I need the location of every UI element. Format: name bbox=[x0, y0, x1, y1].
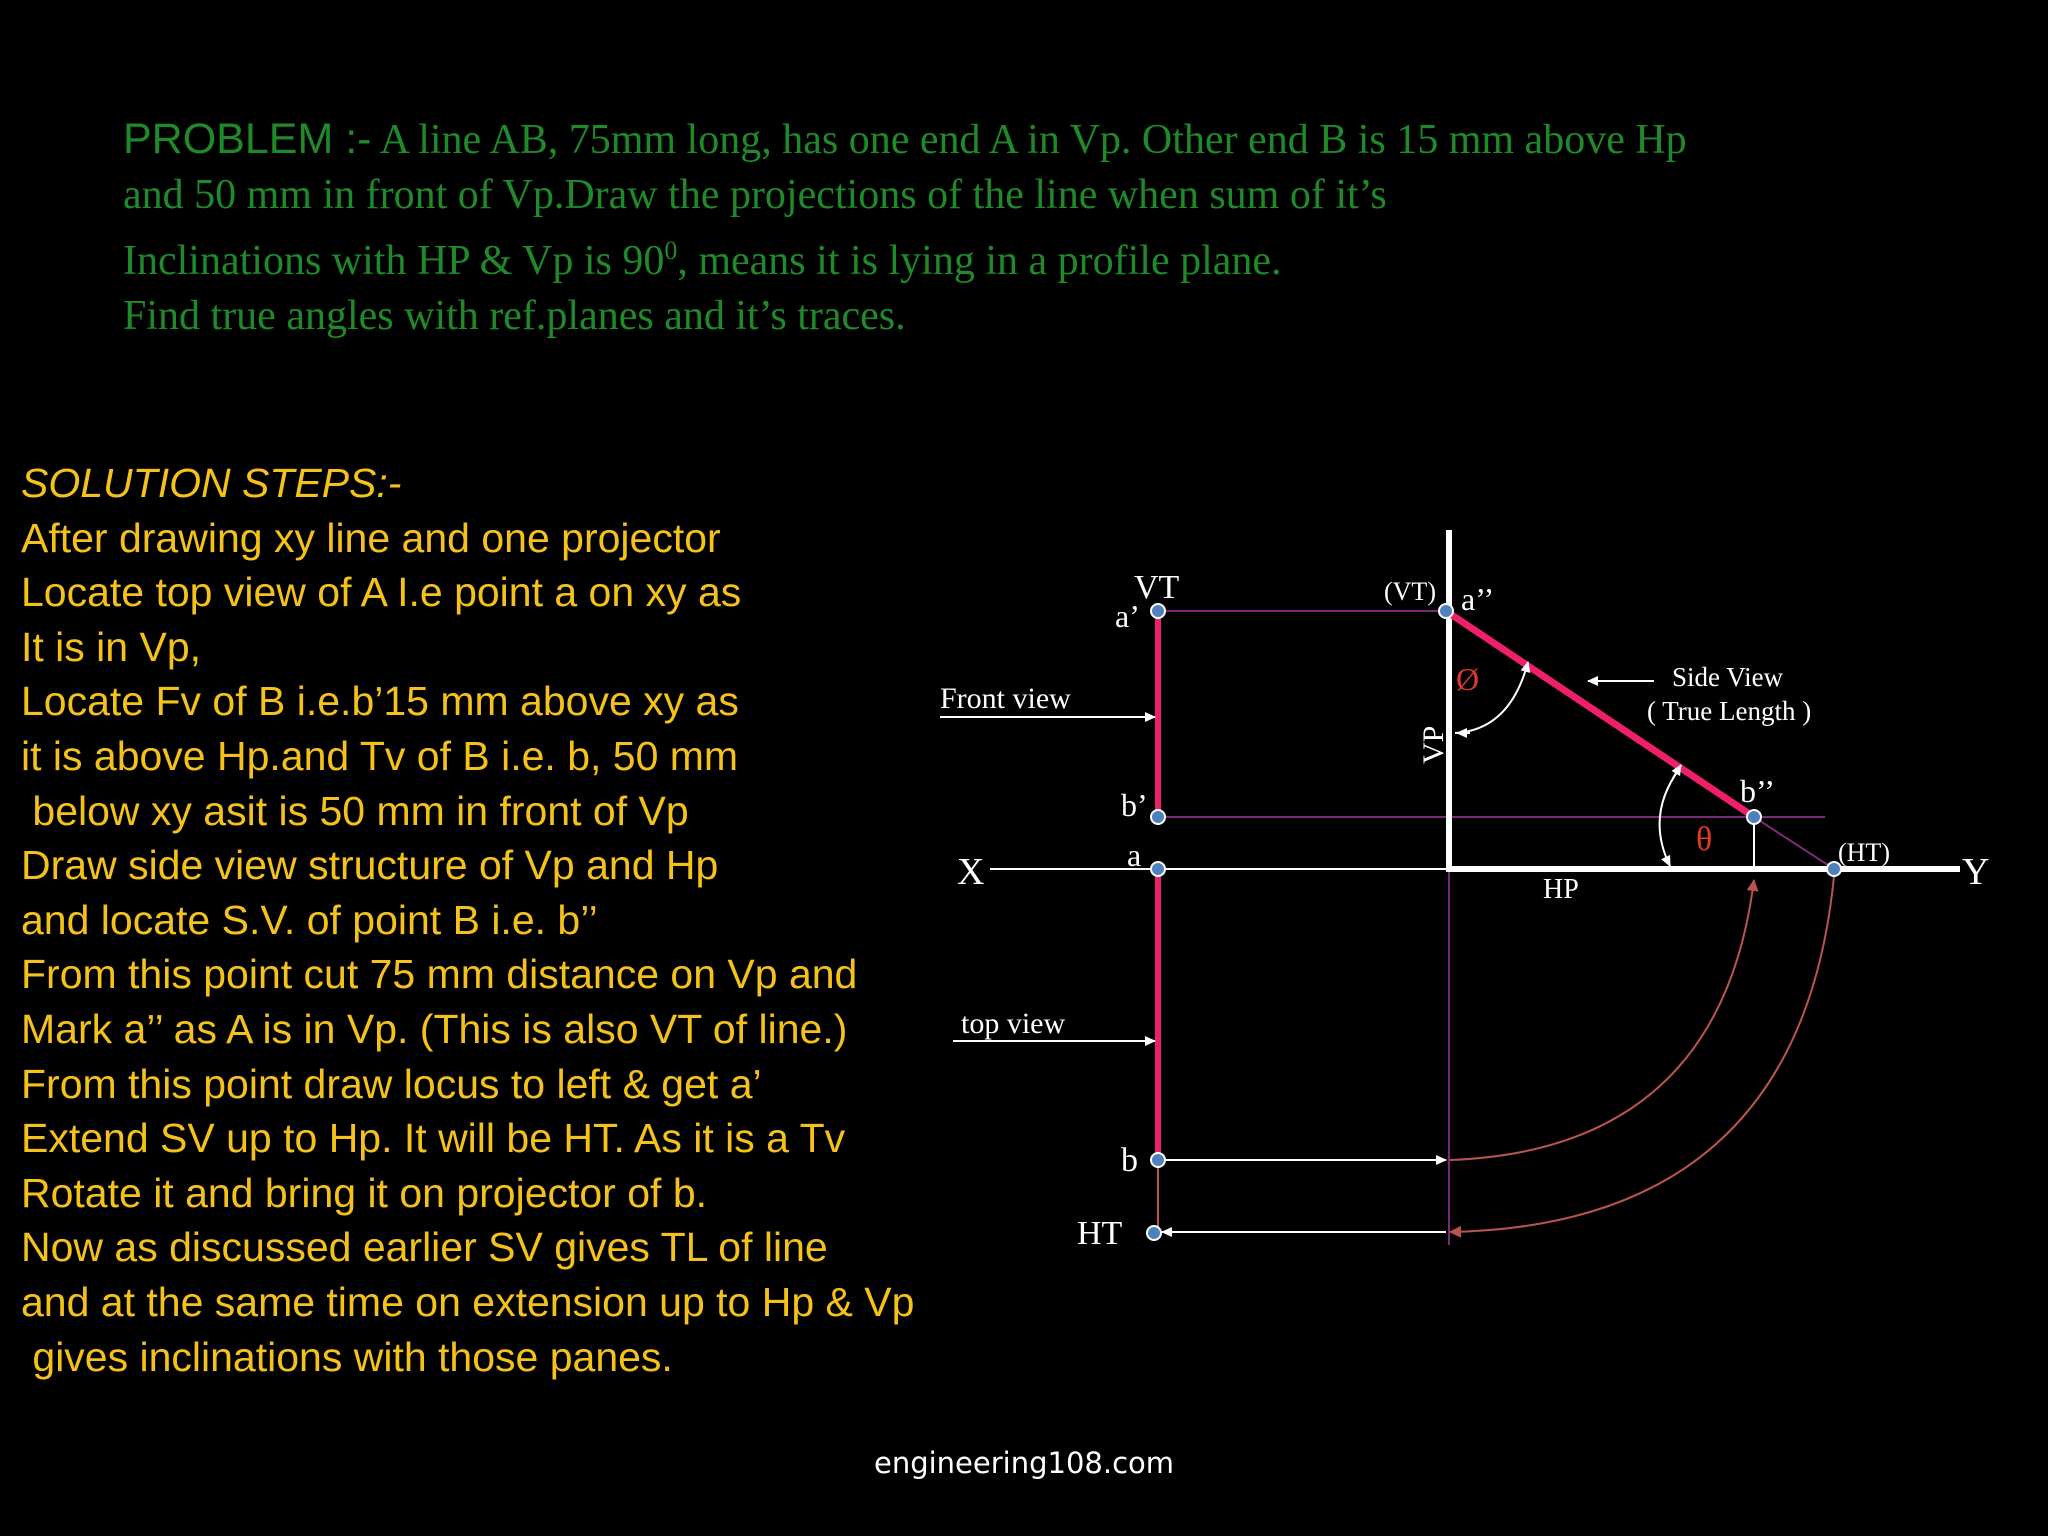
label-vt-paren: (VT) bbox=[1384, 577, 1436, 606]
step-line: Extend SV up to Hp. It will be HT. As it is a Tv bbox=[21, 1115, 846, 1162]
label-b-dprime: b’’ bbox=[1740, 773, 1775, 809]
step-line: It is in Vp, bbox=[21, 623, 202, 670]
point-b-prime bbox=[1151, 810, 1165, 824]
label-hp: HP bbox=[1543, 874, 1579, 905]
step-line: Rotate it and bring it on projector of b. bbox=[21, 1169, 708, 1216]
step-line: Mark a’’ as A is in Vp. (This is also VT of line.) bbox=[21, 1005, 848, 1052]
label-top-view: top view bbox=[961, 1007, 1066, 1040]
label-y: Y bbox=[1962, 851, 1990, 893]
step-line: Draw side view structure of Vp and Hp bbox=[21, 842, 719, 889]
rotation-arc-b bbox=[1450, 880, 1754, 1160]
step-line: gives inclinations with those panes. bbox=[21, 1333, 673, 1380]
label-a-dprime: a’’ bbox=[1461, 581, 1495, 617]
step-line: and locate S.V. of point B i.e. b’’ bbox=[21, 896, 598, 943]
step-line: it is above Hp.and Tv of B i.e. b, 50 mm bbox=[21, 732, 739, 779]
step-line: After drawing xy line and one projector bbox=[21, 514, 721, 561]
step-line: below xy asit is 50 mm in front of Vp bbox=[21, 787, 689, 834]
point-b bbox=[1151, 1153, 1165, 1167]
step-line: Locate top view of A I.e point a on xy as bbox=[21, 569, 742, 616]
label-theta: θ bbox=[1696, 821, 1713, 858]
sv-extension bbox=[1754, 817, 1834, 869]
point-a-dprime bbox=[1439, 604, 1453, 618]
label-front-view: Front view bbox=[940, 682, 1071, 715]
problem-line-2: and 50 mm in front of Vp.Draw the projections of the line when sum of it’s bbox=[123, 172, 1387, 218]
label-phi: Ø bbox=[1456, 661, 1480, 697]
label-vt: VT bbox=[1134, 569, 1180, 606]
label-side-view: Side View bbox=[1672, 662, 1784, 692]
degree-superscript: 0 bbox=[664, 236, 678, 265]
point-b-dprime bbox=[1747, 810, 1761, 824]
step-line: and at the same time on extension up to Hp & Vp bbox=[21, 1278, 915, 1325]
step-line: From this point draw locus to left & get a’ bbox=[21, 1060, 762, 1107]
problem-text-3b: , means it is lying in a profile plane. bbox=[677, 238, 1282, 284]
label-x: X bbox=[957, 851, 985, 893]
step-line: Now as discussed earlier SV gives TL of line bbox=[21, 1224, 828, 1271]
problem-text-3a: Inclinations with HP & Vp is 90 bbox=[123, 238, 665, 284]
point-a-prime bbox=[1151, 604, 1165, 618]
label-b-prime: b’ bbox=[1121, 787, 1148, 823]
step-line: From this point cut 75 mm distance on Vp and bbox=[21, 951, 858, 998]
label-vp: VP bbox=[1417, 725, 1450, 764]
label-ht-paren: (HT) bbox=[1838, 838, 1890, 867]
rotation-arc-ht bbox=[1450, 876, 1834, 1232]
footer-url: engineering108.com bbox=[873, 1446, 1175, 1480]
problem-text-1: A line AB, 75mm long, has one end A in Vp. Other end B is 15 mm above Hp bbox=[379, 117, 1687, 163]
point-ht bbox=[1147, 1226, 1161, 1240]
step-line: Locate Fv of B i.e.b’15 mm above xy as bbox=[21, 678, 739, 725]
label-a-prime: a’ bbox=[1115, 598, 1140, 634]
label-b: b bbox=[1121, 1142, 1138, 1179]
label-ht: HT bbox=[1077, 1215, 1123, 1252]
problem-line-4: Find true angles with ref.planes and it’s traces. bbox=[123, 293, 906, 339]
problem-label: PROBLEM :- bbox=[123, 115, 372, 163]
point-a bbox=[1151, 862, 1165, 876]
label-true-length: ( True Length ) bbox=[1647, 696, 1812, 726]
label-a: a bbox=[1127, 837, 1142, 873]
solution-title: SOLUTION STEPS:- bbox=[21, 460, 402, 506]
